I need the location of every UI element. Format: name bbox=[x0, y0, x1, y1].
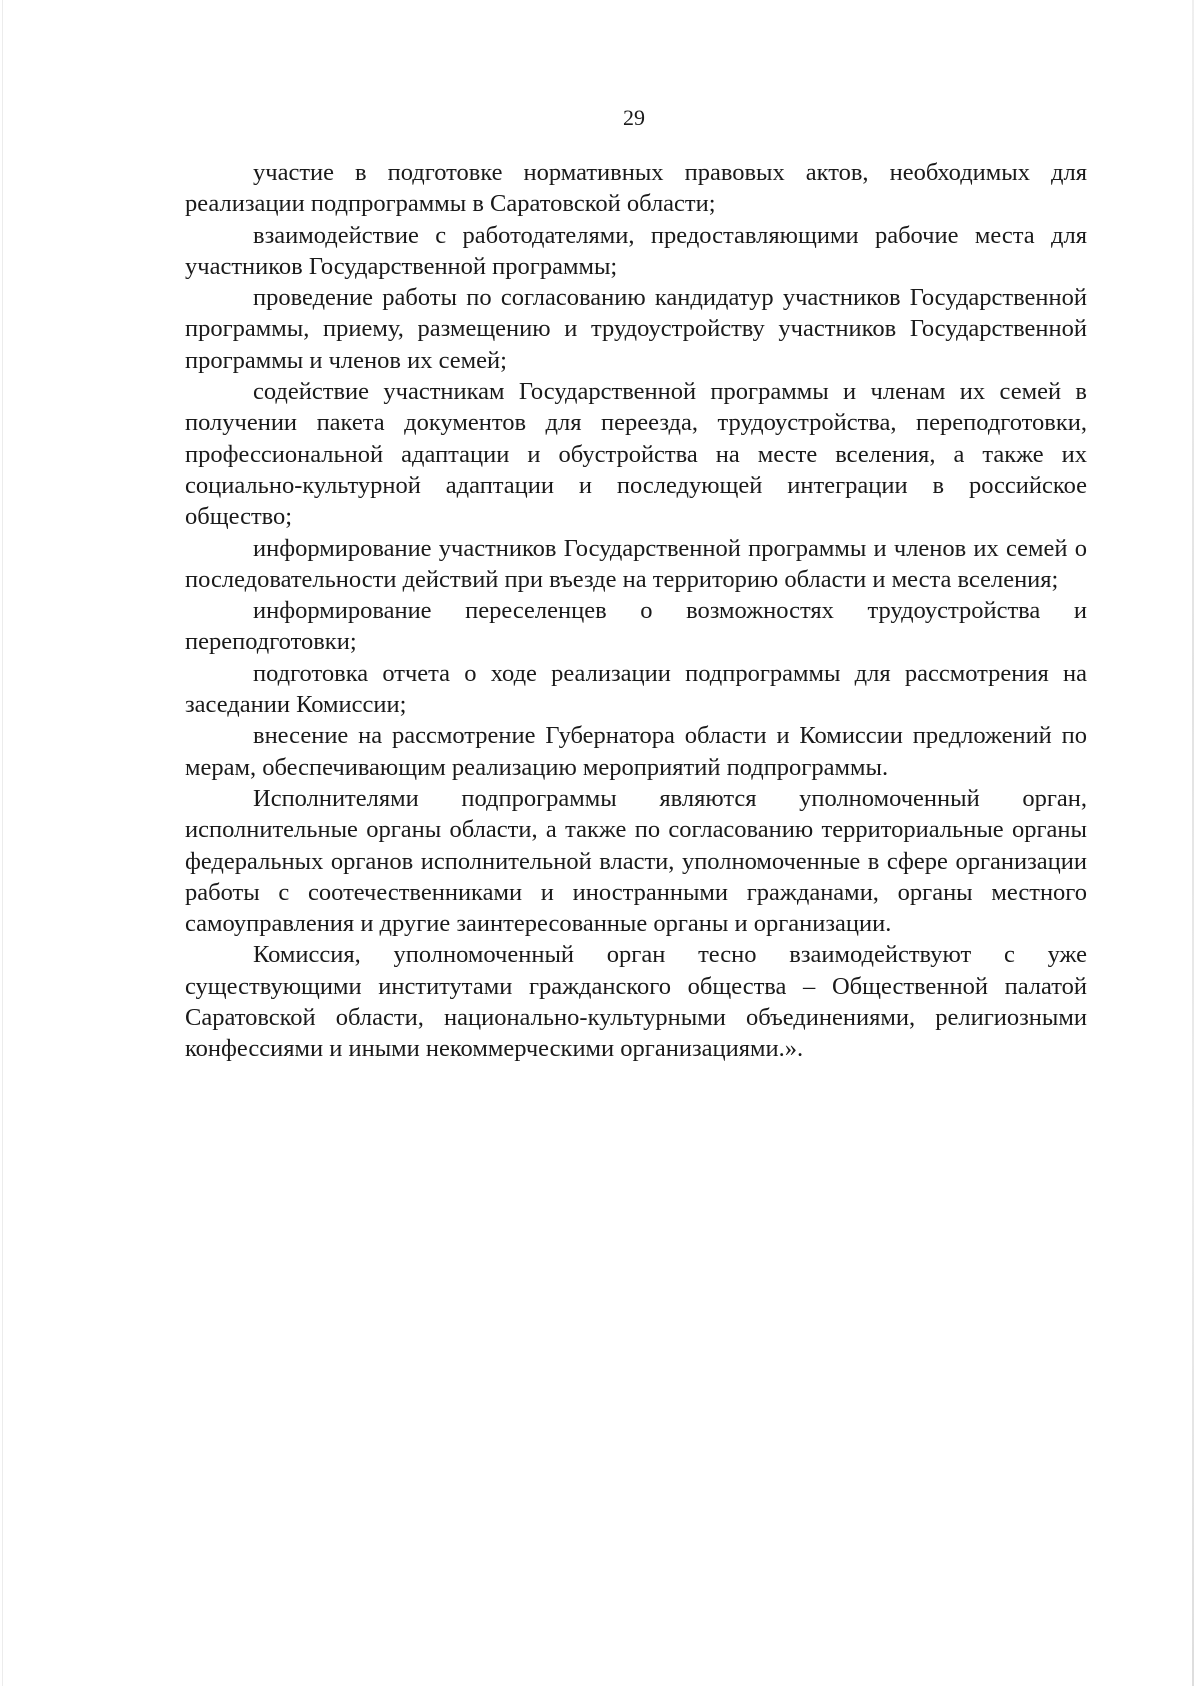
paragraph-4: содействие участникам Государственной программы и членам их семей в получении пакета документов для переезда, трудоустройства, переподготовки, профессиональной адаптации и обустройства на месте вселения, а также их социально-культурной адаптации и последующей интеграции в российское общество; bbox=[185, 378, 1087, 531]
paragraph-6: информирование переселенцев о возможностях трудоустройства и переподготовки; bbox=[185, 597, 1087, 656]
paragraph-10: Комиссия, уполномоченный орган тесно взаимодействуют с уже существующими институтами гражданского общества – Общественной палатой Саратовской области, национально-культурными объединениями, религиозными конфессиями и иными некоммерческими организациями.». bbox=[185, 941, 1087, 1063]
document-body bbox=[185, 157, 1087, 1065]
paragraph-9: Исполнителями подпрограммы являются уполномоченный орган, исполнительные органы области, а также по согласованию территориальные органы федеральных органов исполнительной власти, уполномоченные в сфере организации работы с соотечественниками и иностранными гражданами, органы местного самоуправления и другие заинтересованные органы и организации. bbox=[185, 784, 1087, 938]
paragraph-2: взаимодействие с работодателями, предоставляющими рабочие места для участников Государственной программы; bbox=[185, 221, 1087, 280]
scan-edge-left bbox=[2, 0, 3, 1686]
paragraph-5: информирование участников Государственной программы и членов их семей о последовательности действий при въезде на территорию области и места вселения; bbox=[185, 534, 1087, 593]
paragraph-3: проведение работы по согласованию кандидатур участников Государственной программы, приему, размещению и трудоустройству участников Государственной программы и членов их семей; bbox=[185, 284, 1087, 374]
page-number: 29 bbox=[623, 105, 645, 130]
scan-edge-right bbox=[1192, 0, 1194, 1686]
paragraph-1: участие в подготовке нормативных правовых актов, необходимых для реализации подпрограммы в Саратовской области; bbox=[185, 159, 1087, 218]
paragraph-7: подготовка отчета о ходе реализации подпрограммы для рассмотрения на заседании Комиссии; bbox=[185, 659, 1087, 719]
paragraph-8: внесение на рассмотрение Губернатора области и Комиссии предложений по мерам, обеспечивающим реализацию мероприятий подпрограммы. bbox=[185, 722, 1087, 781]
